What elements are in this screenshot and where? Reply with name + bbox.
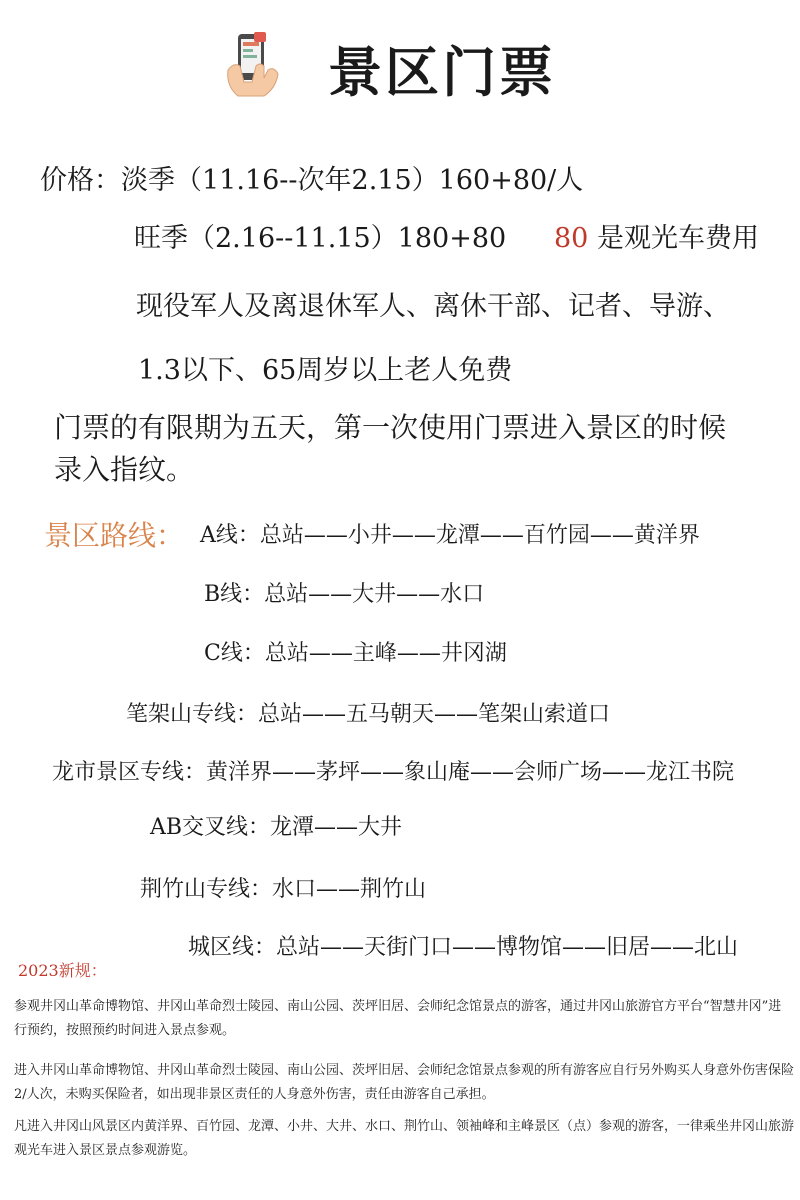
rule-reservation: 参观井冈山革命博物馆、井冈山革命烈士陵园、南山公园、茨坪旧居、会师纪念馆景点的游客，通过井冈山旅游官方平台“智慧井冈”进行预约，按照预约时间进入景点参观。 [14,999,782,1038]
bus-fee-text: 是观光车费用 [596,223,759,254]
route-city: 城区线：总站——天街门口——博物馆——旧居——北山 [188,935,739,960]
phone-in-hand-icon [224,30,284,100]
bus-fee-amount: 80 [554,223,589,254]
page-title: 景区门票 [328,41,556,104]
free-admission-line-1: 现役军人及离退休军人、离休干部、记者、导游、 [136,291,730,322]
peak-season-price: 旺季（2.16--11.15）180+80 [134,223,507,254]
route-bijiashan: 笔架山专线：总站——五马朝天——笔架山索道口 [126,702,611,727]
route-c: C线：总站——主峰——井冈湖 [204,641,507,666]
free-admission-line-2: 1.3以下、65周岁以上老人免费 [138,355,513,386]
route-longshi: 龙市景区专线：黄洋界——茅坪——象山庵——会师广场——龙江书院 [52,760,735,785]
routes-heading: 景区路线： [44,519,185,552]
validity-line-1: 门票的有限期为五天，第一次使用门票进入景区的时候 [54,411,727,444]
bus-fee-note [554,216,759,255]
route-a: A线：总站——小井——龙潭——百竹园——黄洋界 [200,523,700,548]
price-line-off-season [40,158,583,197]
validity-line-2: 录入指纹。 [54,453,195,486]
price-label: 价格： [40,165,121,196]
route-b: B线：总站——大井——水口 [204,582,485,607]
rule-insurance: 进入井冈山革命博物馆、井冈山革命烈士陵园、南山公园、茨坪旧居、会师纪念馆景点参观的所有游客应自行另外购买人身意外伤害保险2/人次，未购买保险者，如出现非景区责任的人身意外伤害，责任由游客自己承担。 [14,1063,795,1102]
off-season-price: 淡季（11.16--次年2.15）160+80/人 [121,165,584,196]
new-rules-title: 2023新规： [18,961,107,980]
route-jingzhushan: 荆竹山专线：水口——荆竹山 [140,877,427,902]
route-ab-cross: AB交叉线：龙潭——大井 [150,815,403,840]
rule-shuttle-bus: 凡进入井冈山风景区内黄洋界、百竹园、龙潭、小井、大井、水口、荆竹山、领袖峰和主峰景区（点）参观的游客，一律乘坐井冈山旅游观光车进入景区景点参观游览。 [14,1119,795,1158]
